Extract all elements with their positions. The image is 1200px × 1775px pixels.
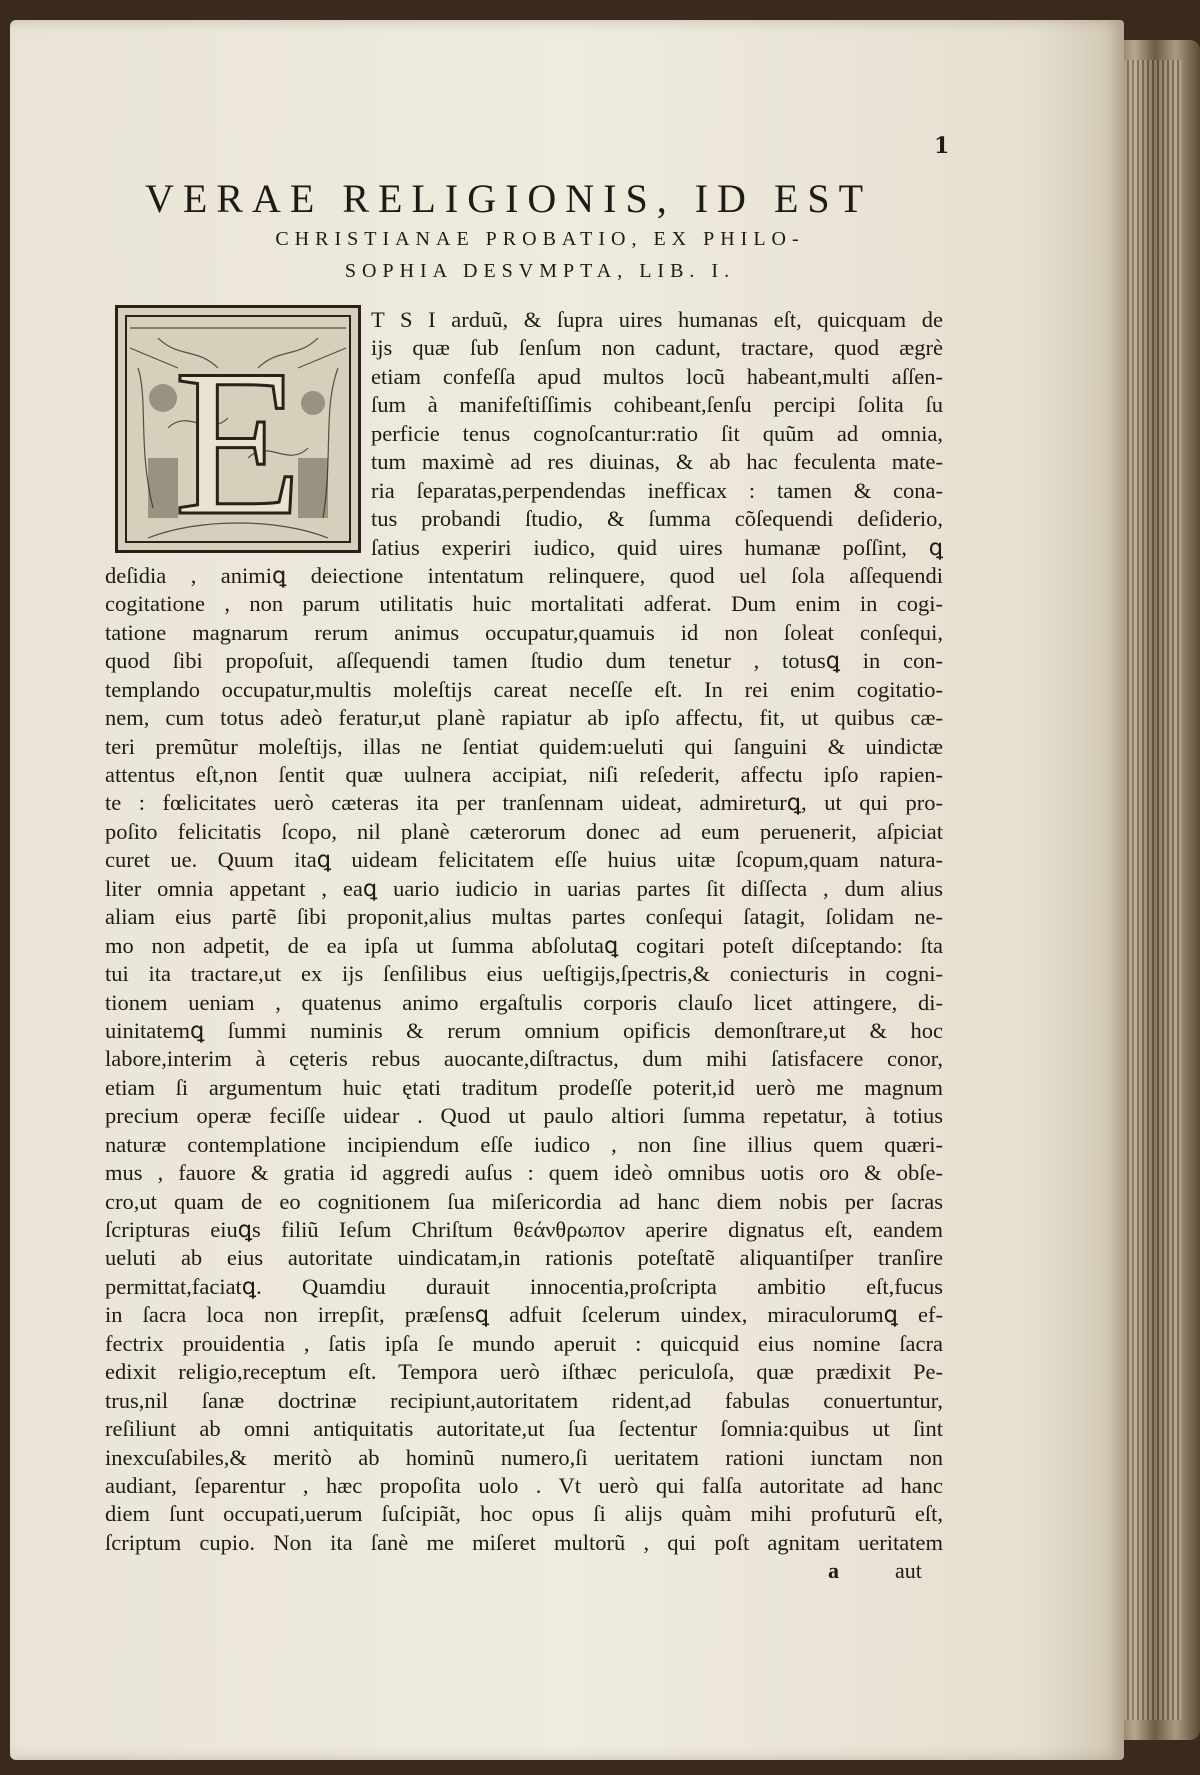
text-line: ueluti ab eius autoritate uindicatam,in rationis poteſtatẽ aliquantiſper tranſire	[105, 1245, 943, 1271]
text-line: curet ue. Quum itaꝗ uideam felicitatem eſſe huius uitæ ſcopum,quam natura-	[105, 847, 943, 873]
text-line: deſidia , animiꝗ deiectione intentatum relinquere, quod uel ſola aſſequendi	[105, 562, 943, 588]
text-line: tum maximè ad res diuinas, & ab hac feculenta mate-	[371, 449, 943, 475]
text-line: inexcuſabiles,& meritò ab hominũ numero,ſi ueritatem rationi iunctam non	[105, 1444, 943, 1470]
page-edges	[1122, 60, 1182, 1720]
page-title: VERAE RELIGIONIS, ID EST	[145, 176, 873, 221]
text-line: cogitatione , non parum utilitatis huic mortalitati adferat. Dum enim in cogi-	[105, 591, 943, 617]
text-line: tatione magnarum rerum animus occupatur,quamuis id non ſoleat conſequi,	[105, 619, 943, 645]
initial-letter: E	[173, 327, 303, 550]
text-line: edixit religio,receptum eſt. Tempora uerò iſthæc periculoſa, quæ prædixit Pe-	[105, 1359, 943, 1385]
subtitle-line-2: SOPHIA DESVMPTA, LIB. I.	[344, 260, 736, 282]
body-text	[105, 306, 943, 1557]
text-line: nem, cum totus adeò feratur,ut planè rapiatur ab ipſo affectu, fit, ut quibus cæ-	[105, 705, 943, 731]
text-line: tus probandi ſtudio, & ſumma cõſequendi deſiderio,	[371, 506, 943, 532]
catchword: aut	[895, 1558, 922, 1583]
text-line: mus , fauore & gratia id aggredi auſus : quem ideò omnibus uotis oro & obſe-	[105, 1160, 943, 1186]
text-line: trus,nil ſanæ doctrinæ recipiunt,autoritatem rident,ad fabulas conuertuntur,	[105, 1387, 943, 1413]
text-line: tionem ueniam , quatenus animo ergaſtulis corporis clauſo licet attingere, di-	[105, 989, 943, 1015]
text-line: precium operæ feciſſe uidear . Quod ut paulo altiori ſumma repetatur, à totius	[105, 1103, 943, 1129]
text-line: T S I arduũ, & ſupra uires humanas eſt, quicquam de	[371, 307, 943, 332]
text-line: te : fœlicitates uerò cæteras ita per tranſennam uideat, admireturꝗ, ut qui pro-	[105, 790, 943, 816]
text-line: poſito felicitatis ſcopo, nil planè cæterorum donec ad eum peruenerit, aſpiciat	[105, 818, 943, 844]
text-line: teri premũtur moleſtijs, illas ne ſentiat quidem:ueluti qui ſanguini & uindictæ	[105, 733, 943, 759]
text-line: templando occupatur,multis moleſtijs careat neceſſe eſt. In rei enim cogitatio-	[105, 676, 943, 702]
text-line: attentus eſt,non ſentit quæ uulnera accipiat, niſi reſederit, affectu ipſo rapien-	[105, 762, 943, 787]
subtitle-line-1: CHRISTIANAE PROBATIO, EX PHILO-	[275, 228, 805, 250]
text-line: liter omnia appetant , eaꝗ uario iudicio in uarias partes ſit diſſecta , dum alius	[105, 875, 943, 901]
folio-number: 1	[934, 133, 950, 159]
text-line: uinitatemꝗ ſummi numinis & rerum omnium opificis demonſtrare,ut & hoc	[105, 1017, 943, 1043]
text-line: tui ita tractare,ut ex ijs ſenſilibus eius ueſtigijs,ſpectris,& coniecturis in cogni-	[105, 961, 943, 987]
text-line: etiam ſi argumentum huic ętati traditum prodeſſe poterit,id uerò me magnum	[105, 1074, 943, 1100]
text-line: ſcriptum cupio. Non ita ſanè me miſeret multorũ , qui poſt agnitam ueritatem	[105, 1529, 943, 1555]
text-line: quod ſibi propoſuit, aſſequendi tamen ſtudio dum tenetur , totusꝗ in con-	[105, 648, 943, 674]
text-line: reſiliunt ab omni antiquitatis autoritate,ut ſua ſectentur ſomnia:quibus ut ſint	[105, 1416, 943, 1442]
text-line: ſum à manifeſtiſſimis cohibeant,ſenſu percipi ſolita ſu	[371, 392, 943, 418]
text-line: audiant, ſeparentur , hæc propoſita uolo . Vt uerò qui falſa autoritate ad hanc	[105, 1472, 943, 1498]
text-line: ſatius experiri iudico, quid uires humanæ poſſint, ꝗ	[371, 534, 943, 560]
signature-mark: a	[828, 1558, 839, 1583]
text-line: ria ſeparatas,perpendendas inefficax : tamen & cona-	[371, 477, 943, 503]
text-line: ijs quæ ſub ſenſum non cadunt, tractare, quod ægrè	[371, 335, 943, 361]
text-line: aliam eius partẽ ſibi proponit,alius multas partes conſequi ſatagit, ſolidam ne-	[105, 904, 943, 930]
text-line: diem ſunt occupati,uerum ſuſcipiãt, hoc opus ſi alijs quàm mihi profuturũ eſt,	[105, 1501, 943, 1527]
text-line: labore,interim à cęteris rebus auocante,diſtractus, dum mihi ſatisfacere conor,	[105, 1046, 943, 1072]
text-line: permittat,faciatꝗ. Quamdiu durauit innocentia,proſcripta ambitio eſt,fucus	[105, 1273, 943, 1299]
text-line: cro,ut quam de eo cognitionem ſua miſericordia ad hanc diem nobis per ſacras	[105, 1188, 943, 1214]
text-line: fectrix prouidentia , ſatis ipſa ſe mundo aperuit : quicquid eius nomine ſacra	[105, 1330, 943, 1356]
text-line: in ſacra loca non irrepſit, præſensꝗ adfuit ſcelerum uindex, miraculorumꝗ ef-	[105, 1302, 943, 1328]
text-line: perficie tenus cognoſcantur:ratio ſit quũm ad omnia,	[371, 420, 943, 446]
text-line: naturæ contemplatione incipiendum eſſe iudico , non ſine illius quem quæri-	[105, 1131, 943, 1157]
text-line: mo non adpetit, de ea ipſa ut ſumma abſolutaꝗ cogitari poteſt diſceptando: ſta	[105, 932, 943, 958]
text-line: ſcripturas eiuꝗs filiũ Ieſum Chriſtum θεάνθρωπον aperire dignatus eſt, eandem	[105, 1217, 943, 1242]
text-line: etiam confeſſa apud multos locũ habeant,multi aſſen-	[371, 363, 943, 389]
